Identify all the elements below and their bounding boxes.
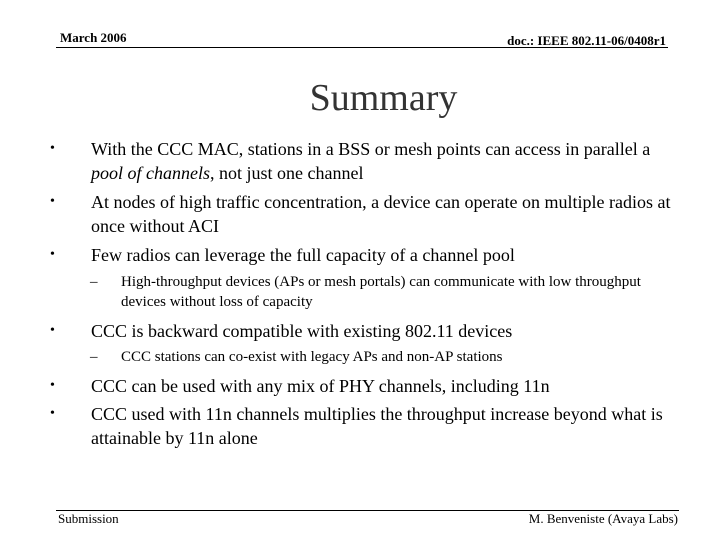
bullet-text: CCC is backward compatible with existing 802.11 devices [91, 321, 513, 341]
bullet-text: CCC used with 11n channels multiplies the throughput increase beyond what is attainable by 11n alone [91, 404, 663, 448]
sub-bullet-marker: – [90, 349, 98, 365]
bullet-marker: • [50, 141, 55, 156]
bullet-marker: • [50, 378, 55, 393]
sub-bullet-text: CCC stations can co-exist with legacy APs and non-AP stations [121, 349, 503, 365]
sub-bullet-marker: – [90, 274, 98, 290]
bullet-text: At nodes of high traffic concentration, a device can operate on multiple radios at once without ACI [91, 192, 671, 236]
bullet-marker: • [50, 323, 55, 338]
header-date: March 2006 [60, 30, 127, 45]
footer-author: M. Benveniste (Avaya Labs) [528, 511, 678, 526]
slide-title: Summary [309, 77, 458, 119]
header-divider [56, 47, 668, 48]
header-doc-id: doc.: IEEE 802.11-06/0408r1 [507, 33, 666, 48]
bullet-emphasis: pool of channels [91, 163, 210, 183]
bullet-text: CCC can be used with any mix of PHY channels, including 11n [91, 376, 550, 396]
bullet-text: With the CCC MAC, stations in a BSS or mesh points can access in parallel a pool of channels, not just one channel [91, 139, 651, 183]
bullet-text: Few radios can leverage the full capacity of a channel pool [91, 245, 515, 265]
sub-bullet-text: High-throughput devices (APs or mesh portals) can communicate with low throughput devices without loss of capacity [121, 274, 641, 310]
bullet-marker: • [50, 194, 55, 209]
footer-submission: Submission [58, 511, 119, 526]
bullet-marker: • [50, 406, 55, 421]
bullet-marker: • [50, 247, 55, 262]
